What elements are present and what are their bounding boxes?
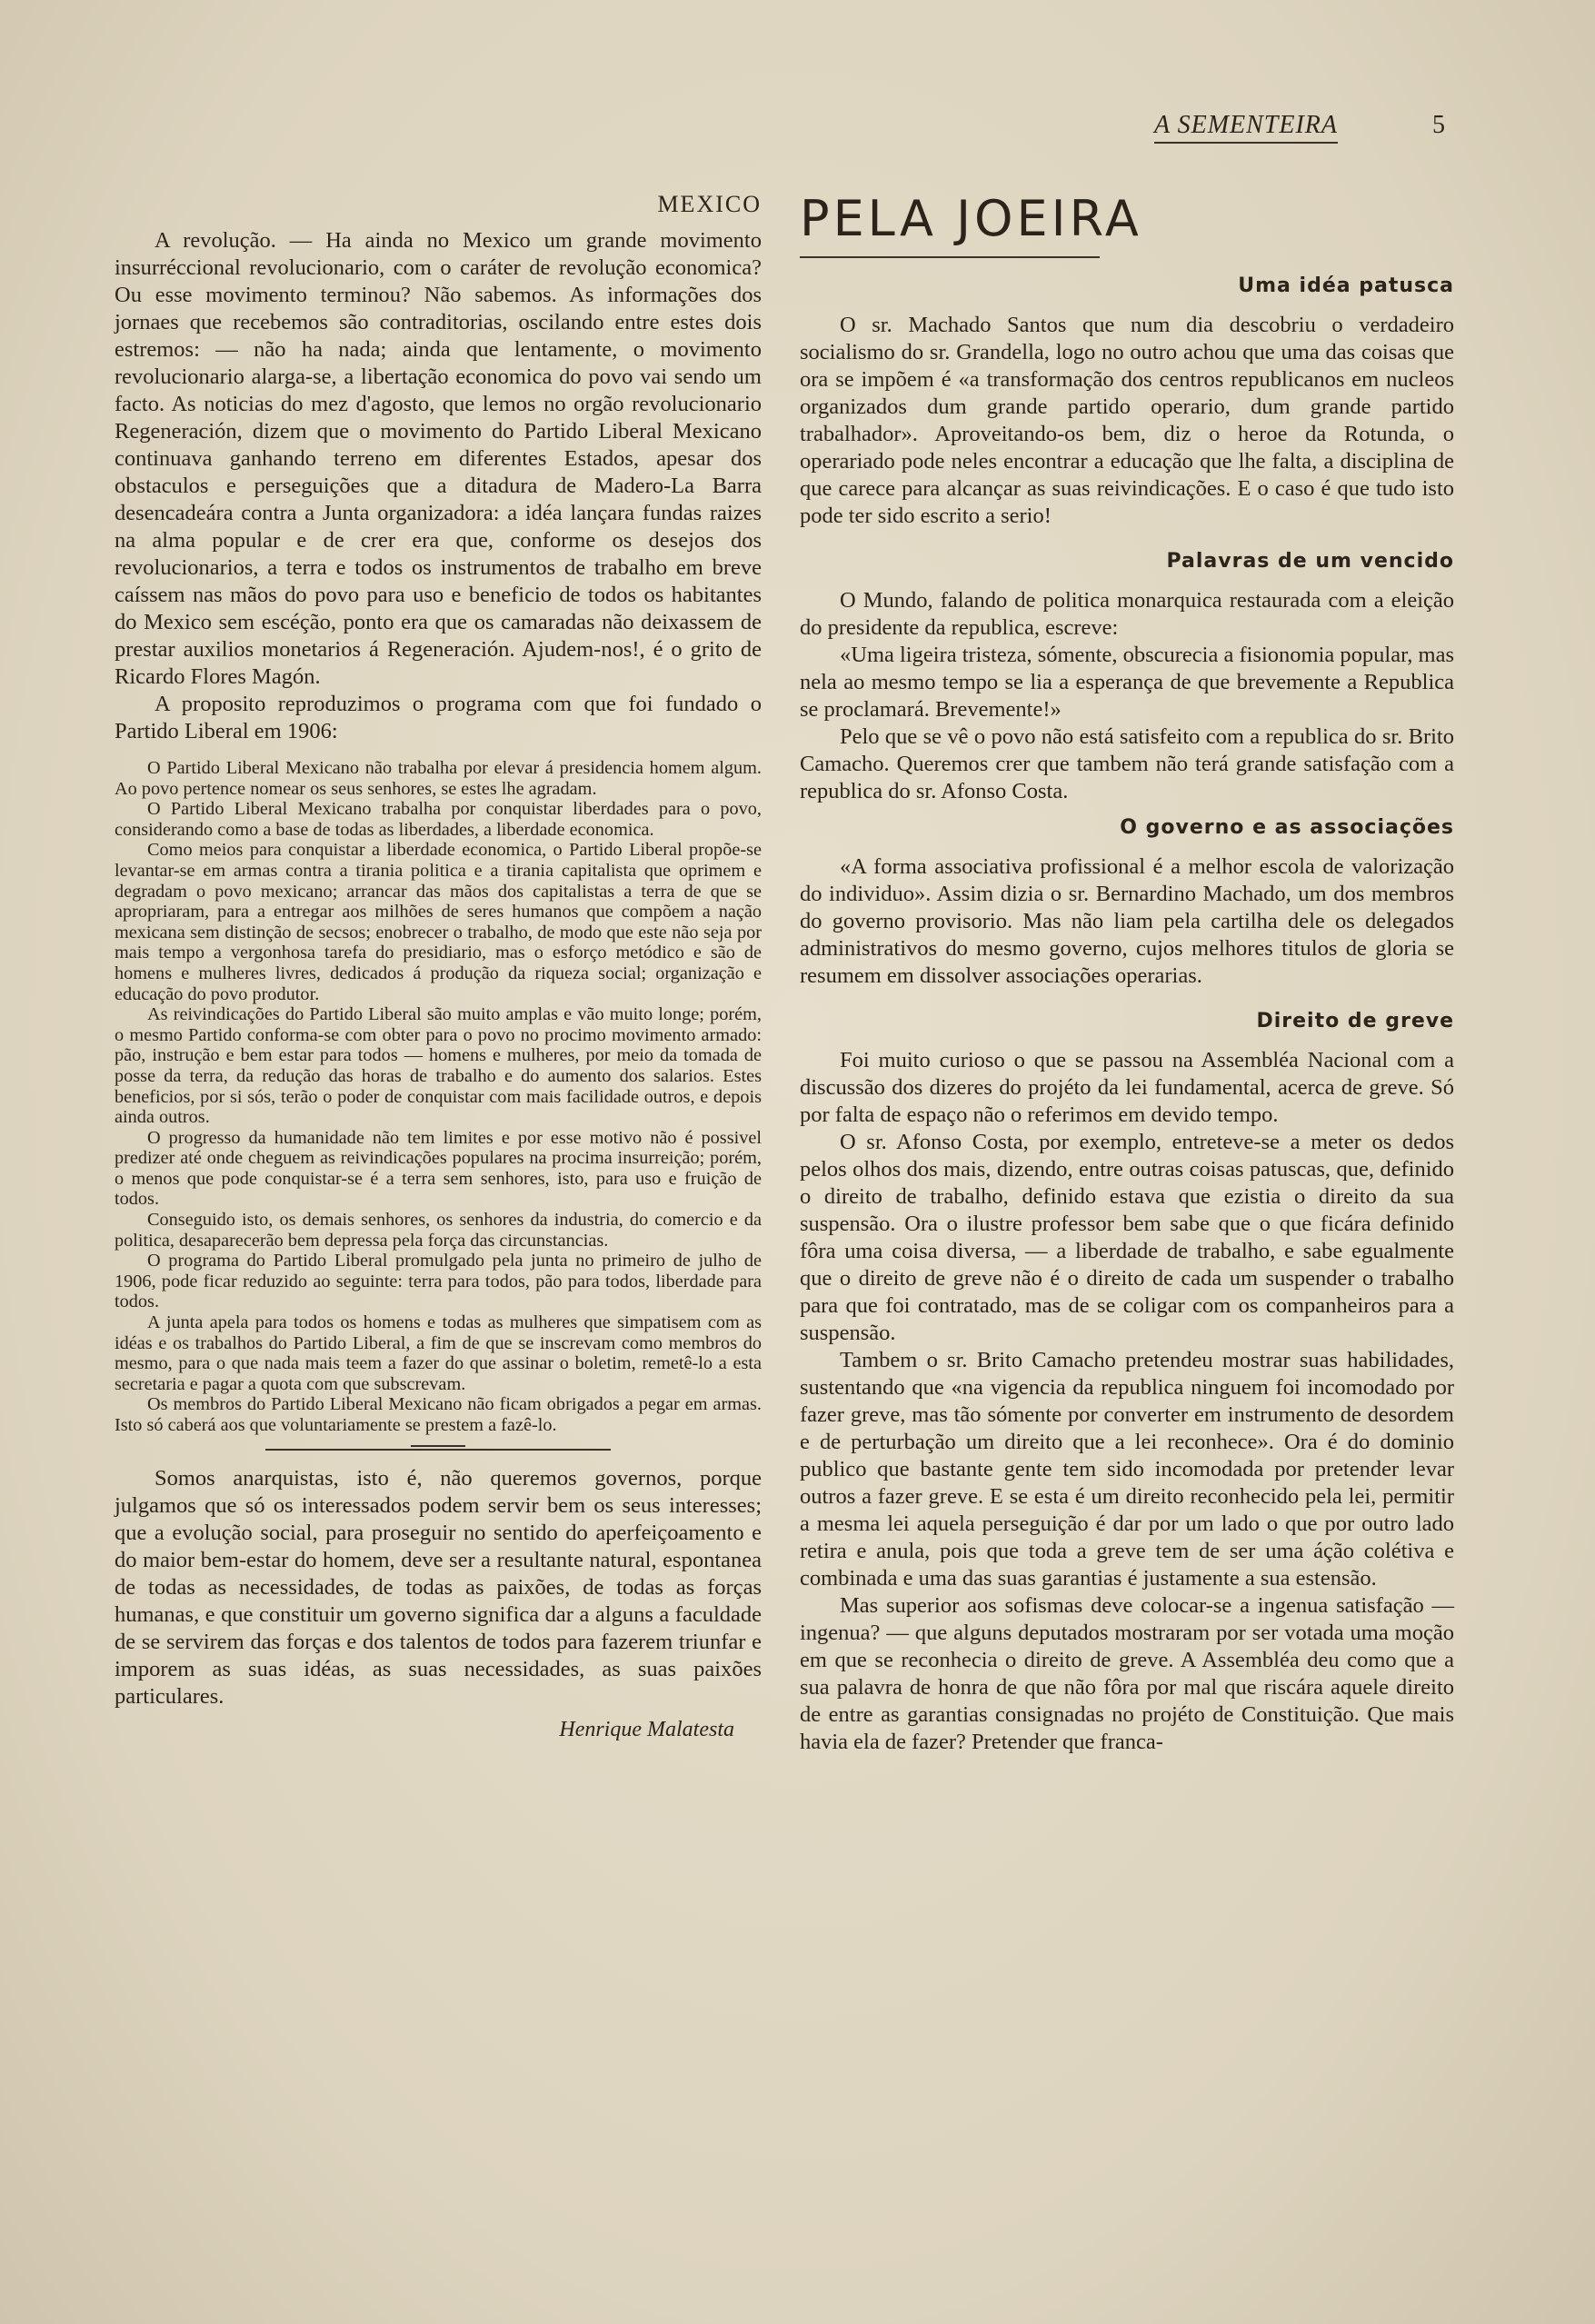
program-paragraph: Os membros do Partido Liberal Mexicano não ficam obrigados a pegar em armas. Isto só caberá aos que voluntariamente se prestem a fazê-lo. bbox=[115, 1394, 762, 1435]
subheading: Palavras de um vencido bbox=[1166, 550, 1454, 573]
intro-paragraph: A proposito reproduzimos o programa com que foi fundado o Partido Liberal em 1906: bbox=[115, 692, 762, 743]
program-paragraph: O programa do Partido Liberal promulgado pela junta no primeiro de julho de 1906, pode ficar reduzido ao seguinte: terra para todos, pão para todos, liberdade para todos. bbox=[115, 1251, 762, 1312]
program-paragraph: O Partido Liberal Mexicano trabalha por conquistar liberdades para o povo, considerando como a base de todas as liberdades, a liberdade economica. bbox=[115, 799, 762, 840]
subheading: Uma idéa patusca bbox=[1238, 274, 1454, 297]
article-paragraph: Pelo que se vê o povo não está satisfeito com a republica do sr. Brito Camacho. Queremos crer que tambem não terá grande satisfação com a republica do sr. Afonso Costa. bbox=[800, 724, 1454, 803]
program-paragraph: As reivindicações do Partido Liberal são muito amplas e vão muito longe; porém, o mesmo Partido conforma-se com obter para o povo no procimo movimento armado: pão, instrução e bem estar para todos — homens e mulheres, por meio da tomada de posse da terra, da redução das horas de trabalho e do aumento dos salarios. Estes beneficios, por si sós, terão o poder de conquistar com mais facilidade outros, e depois ainda outros. bbox=[115, 1004, 762, 1128]
program-paragraph: A junta apela para todos os homens e todas as mulheres que simpatisem com as idéas e os trabalhos do Partido Liberal, a fim de que se inscrevam como membros do mesmo, para o que nada mais teem a fazer do que assinar o boletim, remetê-lo a esta secretaria e pagar a quota com que subscrevam. bbox=[115, 1312, 762, 1394]
right-column bbox=[800, 191, 1454, 1756]
program-paragraph: O progresso da humanidade não tem limites e por esse motivo não é possivel predizer até onde cheguem as reivindicações populares na procima insurreição; porém, o menos que pode conquistar-se é a terra sem senhores, isto, para uso e fruição de todos. bbox=[115, 1127, 762, 1210]
article-paragraph: «Uma ligeira tristeza, sómente, obscurecia a fisionomia popular, mas nela ao mesmo tempo se lia a esperança de que brevemente a Republica se proclamará. Brevemente!» bbox=[800, 643, 1454, 722]
subheading: O governo e as associações bbox=[1120, 816, 1454, 839]
article-paragraph: O sr. Machado Santos que num dia descobriu o verdadeiro socialismo do sr. Grandella, logo no outro achou que uma das coisas que ora se impõem é «a transformação dos centros republicanos em nucleos organizados dum grande partido operario, dum grande partido trabalhador». Aproveitando-os bem, diz o heroe da Rotunda, o operariado pode neles encontrar a educação que lhe falta, a disciplina de que carece para alcançar as suas reivindicações. E o caso é que tudo isto pode ter sido escrito a serio! bbox=[800, 313, 1454, 528]
article-paragraph: Foi muito curioso o que se passou na Assembléa Nacional com a discussão dos dizeres do projéto da lei fundamental, acerca de greve. Só por falta de espaço não o referimos em devido tempo. bbox=[800, 1048, 1454, 1127]
article-paragraph: O sr. Afonso Costa, por exemplo, entreteve-se a meter os dedos pelos olhos dos mais, dizendo, entre outras coisas patuscas, que, definido o direito de trabalho, definido estava que ezistia o direito da sua suspensão. Ora o ilustre professor bem sabe que o que ficára definido fôra uma coisa diversa, — a liberdade de trabalho, e sabe egualmente que o direito de greve não é o direito de cada um suspender o trabalho para que foi contratado, mas de se coligar com os companheiros para a suspensão. bbox=[800, 1130, 1454, 1345]
intro-paragraph: A revolução. — Ha ainda no Mexico um grande movimento insurréccional revolucionario, com o caráter de revolução economica? Ou esse movimento terminou? Não sabemos. As informações dos jornaes que recebemos são contraditorias, oscilando entre estes dois estremos: — não ha nada; ainda que lentamente, o movimento revolucionario alarga-se, a libertação economica do povo vai sendo um facto. As noticias do mez d'agosto, que lemos no orgão revolucionario Regeneración, dizem que o movimento do Partido Liberal Mexicano continuava ganhando terreno em diferentes Estados, apesar dos obstaculos e perseguições que a ditadura de Madero-La Barra desencadeára contra a Junta organizadora: a idéa lançara fundas raizes na alma popular e de crer era que, conforme os desejos dos revolucionarios, a terra e todos os instrumentos de trabalho em breve caíssem nas mãos do povo para uso e beneficio de todos os habitantes do Mexico sem escéção, ponto era que os camaradas não deixassem de prestar auxilios monetarios á Regeneración. Ajudem-nos!, é o grito de Ricardo Flores Magón. bbox=[115, 228, 762, 689]
left-column bbox=[115, 191, 762, 1742]
running-head bbox=[1154, 111, 1445, 147]
publication-title: A SEMENTEIRA bbox=[1154, 111, 1338, 144]
article-paragraph: «A forma associativa profissional é a melhor escola de valorização do individuo». Assim dizia o sr. Bernardino Machado, um dos membros do governo provisorio. Mas não liam pela cartilha dele os delegados administrativos do mesmo governo, cujos melhores titulos de gloria se resumem em dissolver associações operarias. bbox=[800, 854, 1454, 988]
section-title-mexico: MEXICO bbox=[657, 191, 762, 217]
article-paragraph: Mas superior aos sofismas deve colocar-se a ingenua satisfação — ingenua? — que alguns deputados mostraram por ser votada uma moção em que se reconhecia o direito de greve. A Assembléa deu como que a sua palavra de honra de que não fôra por mal que riscára aquele direito de entre as garantias consignadas no projéto de Constituição. Que mais havia ela de fazer? Pretender que franca- bbox=[800, 1593, 1454, 1754]
main-title: PELA JOEIRA bbox=[800, 190, 1142, 247]
article-paragraph: Tambem o sr. Brito Camacho pretendeu mostrar suas habilidades, sustentando que «na vigencia da republica ninguem foi incomodado por fazer greve, mas tão sómente por converter em instrumento de desordem e de perturbação um direito que a lei reconhece». Ora é do dominio publico que bastante gente tem sido incomodada por pretender levar outros a fazer greve. E se esta é um direito reconhecido pela lei, permitir a mesma lei aquela perseguição é dar por um lado o que por outro lado retira e anula, pois que toda a greve tem de ser uma áção colétiva e combinada e uma das suas garantias é justamente a sua estensão. bbox=[800, 1348, 1454, 1591]
page-number: 5 bbox=[1432, 111, 1445, 139]
subheading: Direito de greve bbox=[1256, 1010, 1454, 1032]
program-paragraph: O Partido Liberal Mexicano não trabalha por elevar á presidencia homem algum. Ao povo pertence nomear os seus senhores, se estes lhe agradam. bbox=[115, 758, 762, 799]
title-rule bbox=[800, 256, 1100, 258]
section-divider bbox=[265, 1449, 611, 1451]
program-paragraph: Como meios para conquistar a liberdade economica, o Partido Liberal propõe-se levantar-se em armas contra a tirania politica e a tirania capitalista que oprimem e degradam o povo mexicano; arrancar das mãos dos capitalistas a terra de que se apropriaram, para a entregar aos milhões de seres humanos que compõem a nação mexicana sem distinção de secsos; enobrecer o trabalho, de modo que este não seja por mais tempo a vergonhosa tarefa do presidiario, mas o esforço metódico e são de homens e mulheres livres, dedicados á produção da riqueza social; organização e educação do povo produtor. bbox=[115, 840, 762, 1004]
signature: Henrique Malatesta bbox=[559, 1717, 734, 1741]
program-paragraph: Conseguido isto, os demais senhores, os senhores da industria, do comercio e da politica, desaparecerão bem depressa pela força das circunstancias. bbox=[115, 1210, 762, 1251]
malatesta-quote: Somos anarquistas, isto é, não queremos governos, porque julgamos que só os interessados podem servir bem os seus interesses; que a evolução social, para proseguir no sentido do aperfeiçoamento e do maior bem-estar do homem, deve ser a resultante natural, espontanea de todas as necessidades, de todas as paixões, de todas as forças humanas, e que constituir um governo significa dar a alguns a faculdade de se servirem das forças e dos talentos de todos para fazerem triunfar e imporem as suas idéas, as suas necessidades, as suas paixões particulares. bbox=[115, 1465, 762, 1709]
program-text bbox=[115, 758, 762, 1436]
article-paragraph: O Mundo, falando de politica monarquica restaurada com a eleição do presidente da republica, escreve: bbox=[800, 588, 1454, 640]
